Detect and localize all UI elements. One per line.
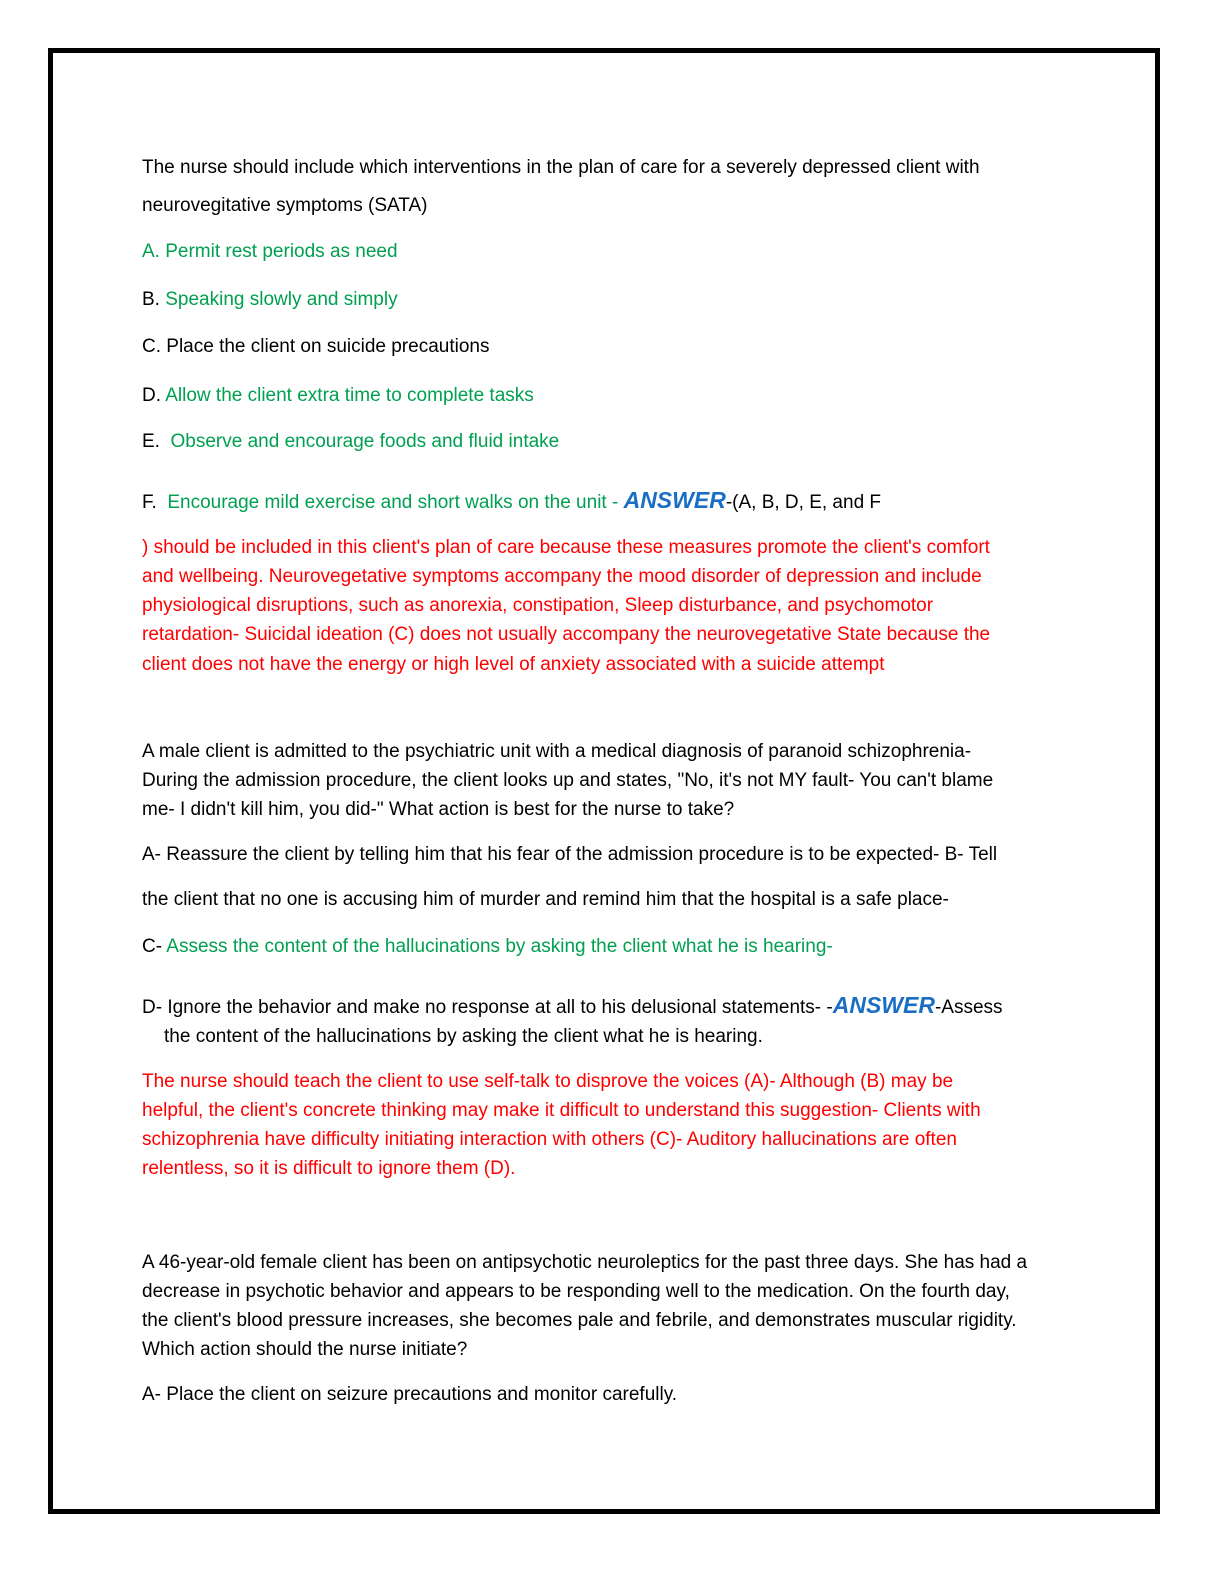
q2-answer-line-2: the content of the hallucinations by asking the client what he is hearing. (164, 1026, 763, 1047)
q2-stem-line-3: me- I didn't kill him, you did-" What action is best for the nurse to take? (142, 799, 735, 820)
q3-stem-line-4: Which action should the nurse initiate? (142, 1339, 468, 1360)
q2-option-c (142, 935, 833, 959)
q1-option-e (142, 430, 559, 454)
q1-answer-label: ANSWER (623, 487, 726, 513)
q2-rationale-line-4: relentless, so it is difficult to ignore them (D). (142, 1158, 516, 1179)
q1-rationale-line-2: and wellbeing. Neurovegetative symptoms accompany the mood disorder of depression and include (142, 566, 982, 587)
q1-rationale-line-4: retardation- Suicidal ideation (C) does not usually accompany the neurovegetative State because the (142, 624, 991, 645)
q2-rationale-line-2: helpful, the client's concrete thinking may make it difficult to understand this suggestion- Clients with (142, 1100, 981, 1121)
q1-option-d-text: Allow the client extra time to complete tasks (165, 385, 534, 406)
q2-stem-line-2: During the admission procedure, the client looks up and states, "No, it's not MY fault- You can't blame (142, 770, 994, 791)
q1-stem-line-2: neurovegitative symptoms (SATA) (142, 195, 428, 216)
q2-option-ab-line-1: A- Reassure the client by telling him that his fear of the admission procedure is to be expected- B- Tell (142, 844, 998, 865)
q2-option-ab-line-2: the client that no one is accusing him of murder and remind him that the hospital is a safe place- (142, 889, 949, 910)
q2-option-c-text: Assess the content of the hallucinations by asking the client what he is hearing- (166, 936, 833, 957)
q1-option-b-letter: B. (142, 289, 160, 310)
q1-option-b-text: Speaking slowly and simply (165, 289, 398, 310)
q1-stem-line-1: The nurse should include which interventions in the plan of care for a severely depressed client with (142, 157, 980, 178)
q1-option-d-letter: D. (142, 385, 161, 406)
q1-option-f (142, 488, 881, 515)
q1-rationale-line-3: physiological disruptions, such as anorexia, constipation, Sleep disturbance, and psychomotor (142, 595, 934, 616)
q2-stem-line-1: A male client is admitted to the psychiatric unit with a medical diagnosis of paranoid schizophrenia- (142, 741, 972, 762)
q2-rationale-line-1: The nurse should teach the client to use self-talk to disprove the voices (A)- Although (B) may be (142, 1071, 954, 1092)
q1-option-f-letter: F. (142, 492, 157, 513)
q1-answer-tail: -(A, B, D, E, and F (725, 492, 882, 513)
q1-option-f-text: Encourage mild exercise and short walks on the unit - (167, 492, 619, 513)
q3-stem-line-1: A 46-year-old female client has been on antipsychotic neuroleptics for the past three days. She has had a (142, 1252, 1028, 1273)
q1-option-a: A. Permit rest periods as need (142, 241, 398, 262)
q1-option-e-text: Observe and encourage foods and fluid intake (170, 431, 560, 452)
q1-option-b (142, 288, 398, 312)
q3-stem-line-3: the client's blood pressure increases, she becomes pale and febrile, and demonstrates muscular rigidity. (142, 1310, 1017, 1331)
q2-option-c-letter: C- (142, 936, 163, 957)
q1-option-e-letter: E. (142, 431, 160, 452)
q1-rationale-line-1: ) should be included in this client's plan of care because these measures promote the client's comfort (142, 537, 990, 558)
q2-option-d-text: D- Ignore the behavior and make no response at all to his delusional statements- - (142, 997, 833, 1018)
q1-option-d (142, 384, 534, 408)
q2-rationale-line-3: schizophrenia have difficulty initiating interaction with others (C)- Auditory hallucinations are often (142, 1129, 957, 1150)
q1-option-c: C. Place the client on suicide precautions (142, 336, 490, 357)
q2-option-d (142, 993, 1003, 1020)
q2-answer-tail: -Assess (934, 997, 1003, 1018)
q1-rationale-line-5: client does not have the energy or high level of anxiety associated with a suicide attempt (142, 654, 885, 675)
q2-answer-label: ANSWER (832, 992, 935, 1018)
q3-stem-line-2: decrease in psychotic behavior and appears to be responding well to the medication. On the fourth day, (142, 1281, 1010, 1302)
q3-option-a: A- Place the client on seizure precautions and monitor carefully. (142, 1384, 678, 1405)
